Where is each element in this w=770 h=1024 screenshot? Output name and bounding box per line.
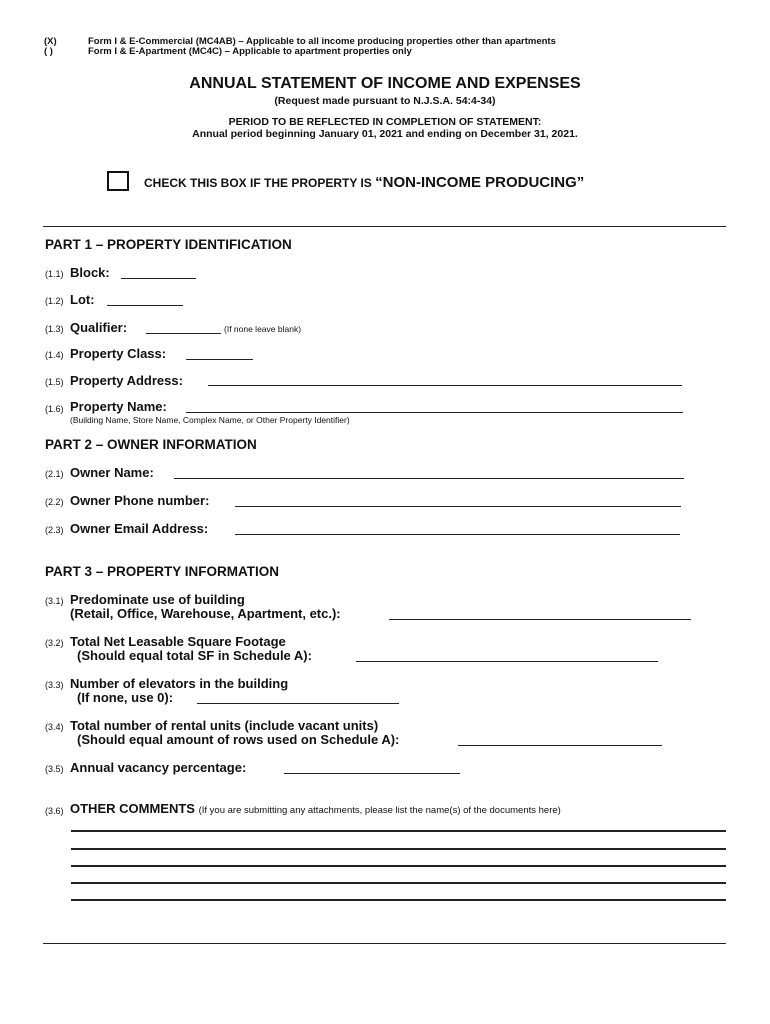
period-text: Annual period beginning January 01, 2021 and ending on December 31, 2021. <box>192 128 578 140</box>
vacancy-label: Annual vacancy percentage: <box>70 760 247 775</box>
comment-line[interactable] <box>71 882 726 884</box>
owner-phone-label: Owner Phone number: <box>70 493 210 508</box>
property-address-label: Property Address: <box>70 373 183 388</box>
elevators-label: Number of elevators in the building <box>70 676 289 691</box>
property-class-label: Property Class: <box>70 346 167 361</box>
field-number: (3.2) <box>45 638 64 648</box>
section-divider <box>43 226 726 227</box>
field-number: (1.2) <box>45 296 64 306</box>
lot-input[interactable] <box>107 305 183 306</box>
part1-heading: PART 1 – PROPERTY IDENTIFICATION <box>45 237 292 252</box>
comment-line[interactable] <box>71 899 726 901</box>
non-income-label-text: CHECK THIS BOX IF THE PROPERTY IS <box>144 176 376 190</box>
part3-heading: PART 3 – PROPERTY INFORMATION <box>45 564 280 579</box>
leasable-sqft-label: Total Net Leasable Square Footage <box>70 634 286 649</box>
property-name-note: (Building Name, Store Name, Complex Name, or Other Property Identifier) <box>70 415 350 425</box>
block-input[interactable] <box>121 278 196 279</box>
period-heading: PERIOD TO BE REFLECTED IN COMPLETION OF STATEMENT: <box>228 116 542 128</box>
owner-email-label: Owner Email Address: <box>70 521 209 536</box>
comment-line[interactable] <box>71 830 726 832</box>
property-name-input[interactable] <box>186 412 683 413</box>
field-number: (1.3) <box>45 324 64 334</box>
building-use-input[interactable] <box>389 619 691 620</box>
non-income-checkbox[interactable] <box>107 171 129 191</box>
owner-email-input[interactable] <box>235 534 680 535</box>
block-label: Block: <box>70 265 110 280</box>
owner-phone-input[interactable] <box>235 506 681 507</box>
non-income-emphasis: “NON-INCOME PRODUCING” <box>375 174 585 191</box>
part2-heading: PART 2 – OWNER INFORMATION <box>45 437 257 452</box>
page-title: ANNUAL STATEMENT OF INCOME AND EXPENSES <box>189 75 581 92</box>
leasable-sqft-input[interactable] <box>356 661 658 662</box>
form-type-apartment-text: Form I & E-Apartment (MC4C) – Applicable to apartment properties only <box>88 46 412 57</box>
field-number: (1.5) <box>45 377 64 387</box>
lot-label: Lot: <box>70 292 95 307</box>
property-name-label: Property Name: <box>70 399 167 414</box>
field-number: (3.5) <box>45 764 64 774</box>
owner-name-input[interactable] <box>174 478 684 479</box>
property-address-input[interactable] <box>208 385 682 386</box>
qualifier-label: Qualifier: <box>70 320 128 335</box>
qualifier-note: (If none leave blank) <box>224 324 302 334</box>
bottom-divider <box>43 943 726 944</box>
building-use-sublabel: (Retail, Office, Warehouse, Apartment, etc.): <box>70 606 341 621</box>
rental-units-input[interactable] <box>458 745 662 746</box>
qualifier-input[interactable] <box>146 333 221 334</box>
field-number: (3.6) <box>45 806 64 816</box>
form-type-apartment-mark[interactable]: ( ) <box>44 46 53 57</box>
elevators-sublabel: (If none, use 0): <box>77 690 174 705</box>
page-subtitle: (Request made pursuant to N.J.S.A. 54:4-34) <box>274 95 496 107</box>
other-comments-label <box>70 801 561 816</box>
non-income-label <box>144 174 584 191</box>
field-number: (2.2) <box>45 497 64 507</box>
field-number: (1.4) <box>45 350 64 360</box>
leasable-sqft-sublabel: (Should equal total SF in Schedule A): <box>77 648 312 663</box>
comment-line[interactable] <box>71 848 726 850</box>
other-comments-note: (If you are submitting any attachments, please list the name(s) of the documents here) <box>198 805 561 816</box>
field-number: (2.1) <box>45 469 64 479</box>
field-number: (2.3) <box>45 525 64 535</box>
form-type-commercial-text: Form I & E-Commercial (MC4AB) – Applicable to all income producing properties other than apartments <box>88 36 556 47</box>
rental-units-sublabel: (Should equal amount of rows used on Schedule A): <box>77 732 400 747</box>
vacancy-input[interactable] <box>284 773 460 774</box>
form-type-apartment <box>44 46 412 57</box>
field-number: (3.1) <box>45 596 64 606</box>
property-class-input[interactable] <box>186 359 253 360</box>
field-number: (1.1) <box>45 269 64 279</box>
field-number: (1.6) <box>45 404 64 414</box>
building-use-label: Predominate use of building <box>70 592 245 607</box>
other-comments-title: OTHER COMMENTS <box>70 801 195 816</box>
rental-units-label: Total number of rental units (include vacant units) <box>70 718 379 733</box>
field-number: (3.3) <box>45 680 64 690</box>
field-number: (3.4) <box>45 722 64 732</box>
elevators-input[interactable] <box>197 703 399 704</box>
owner-name-label: Owner Name: <box>70 465 154 480</box>
form-type-commercial-mark[interactable]: (X) <box>44 36 57 47</box>
comment-line[interactable] <box>71 865 726 867</box>
